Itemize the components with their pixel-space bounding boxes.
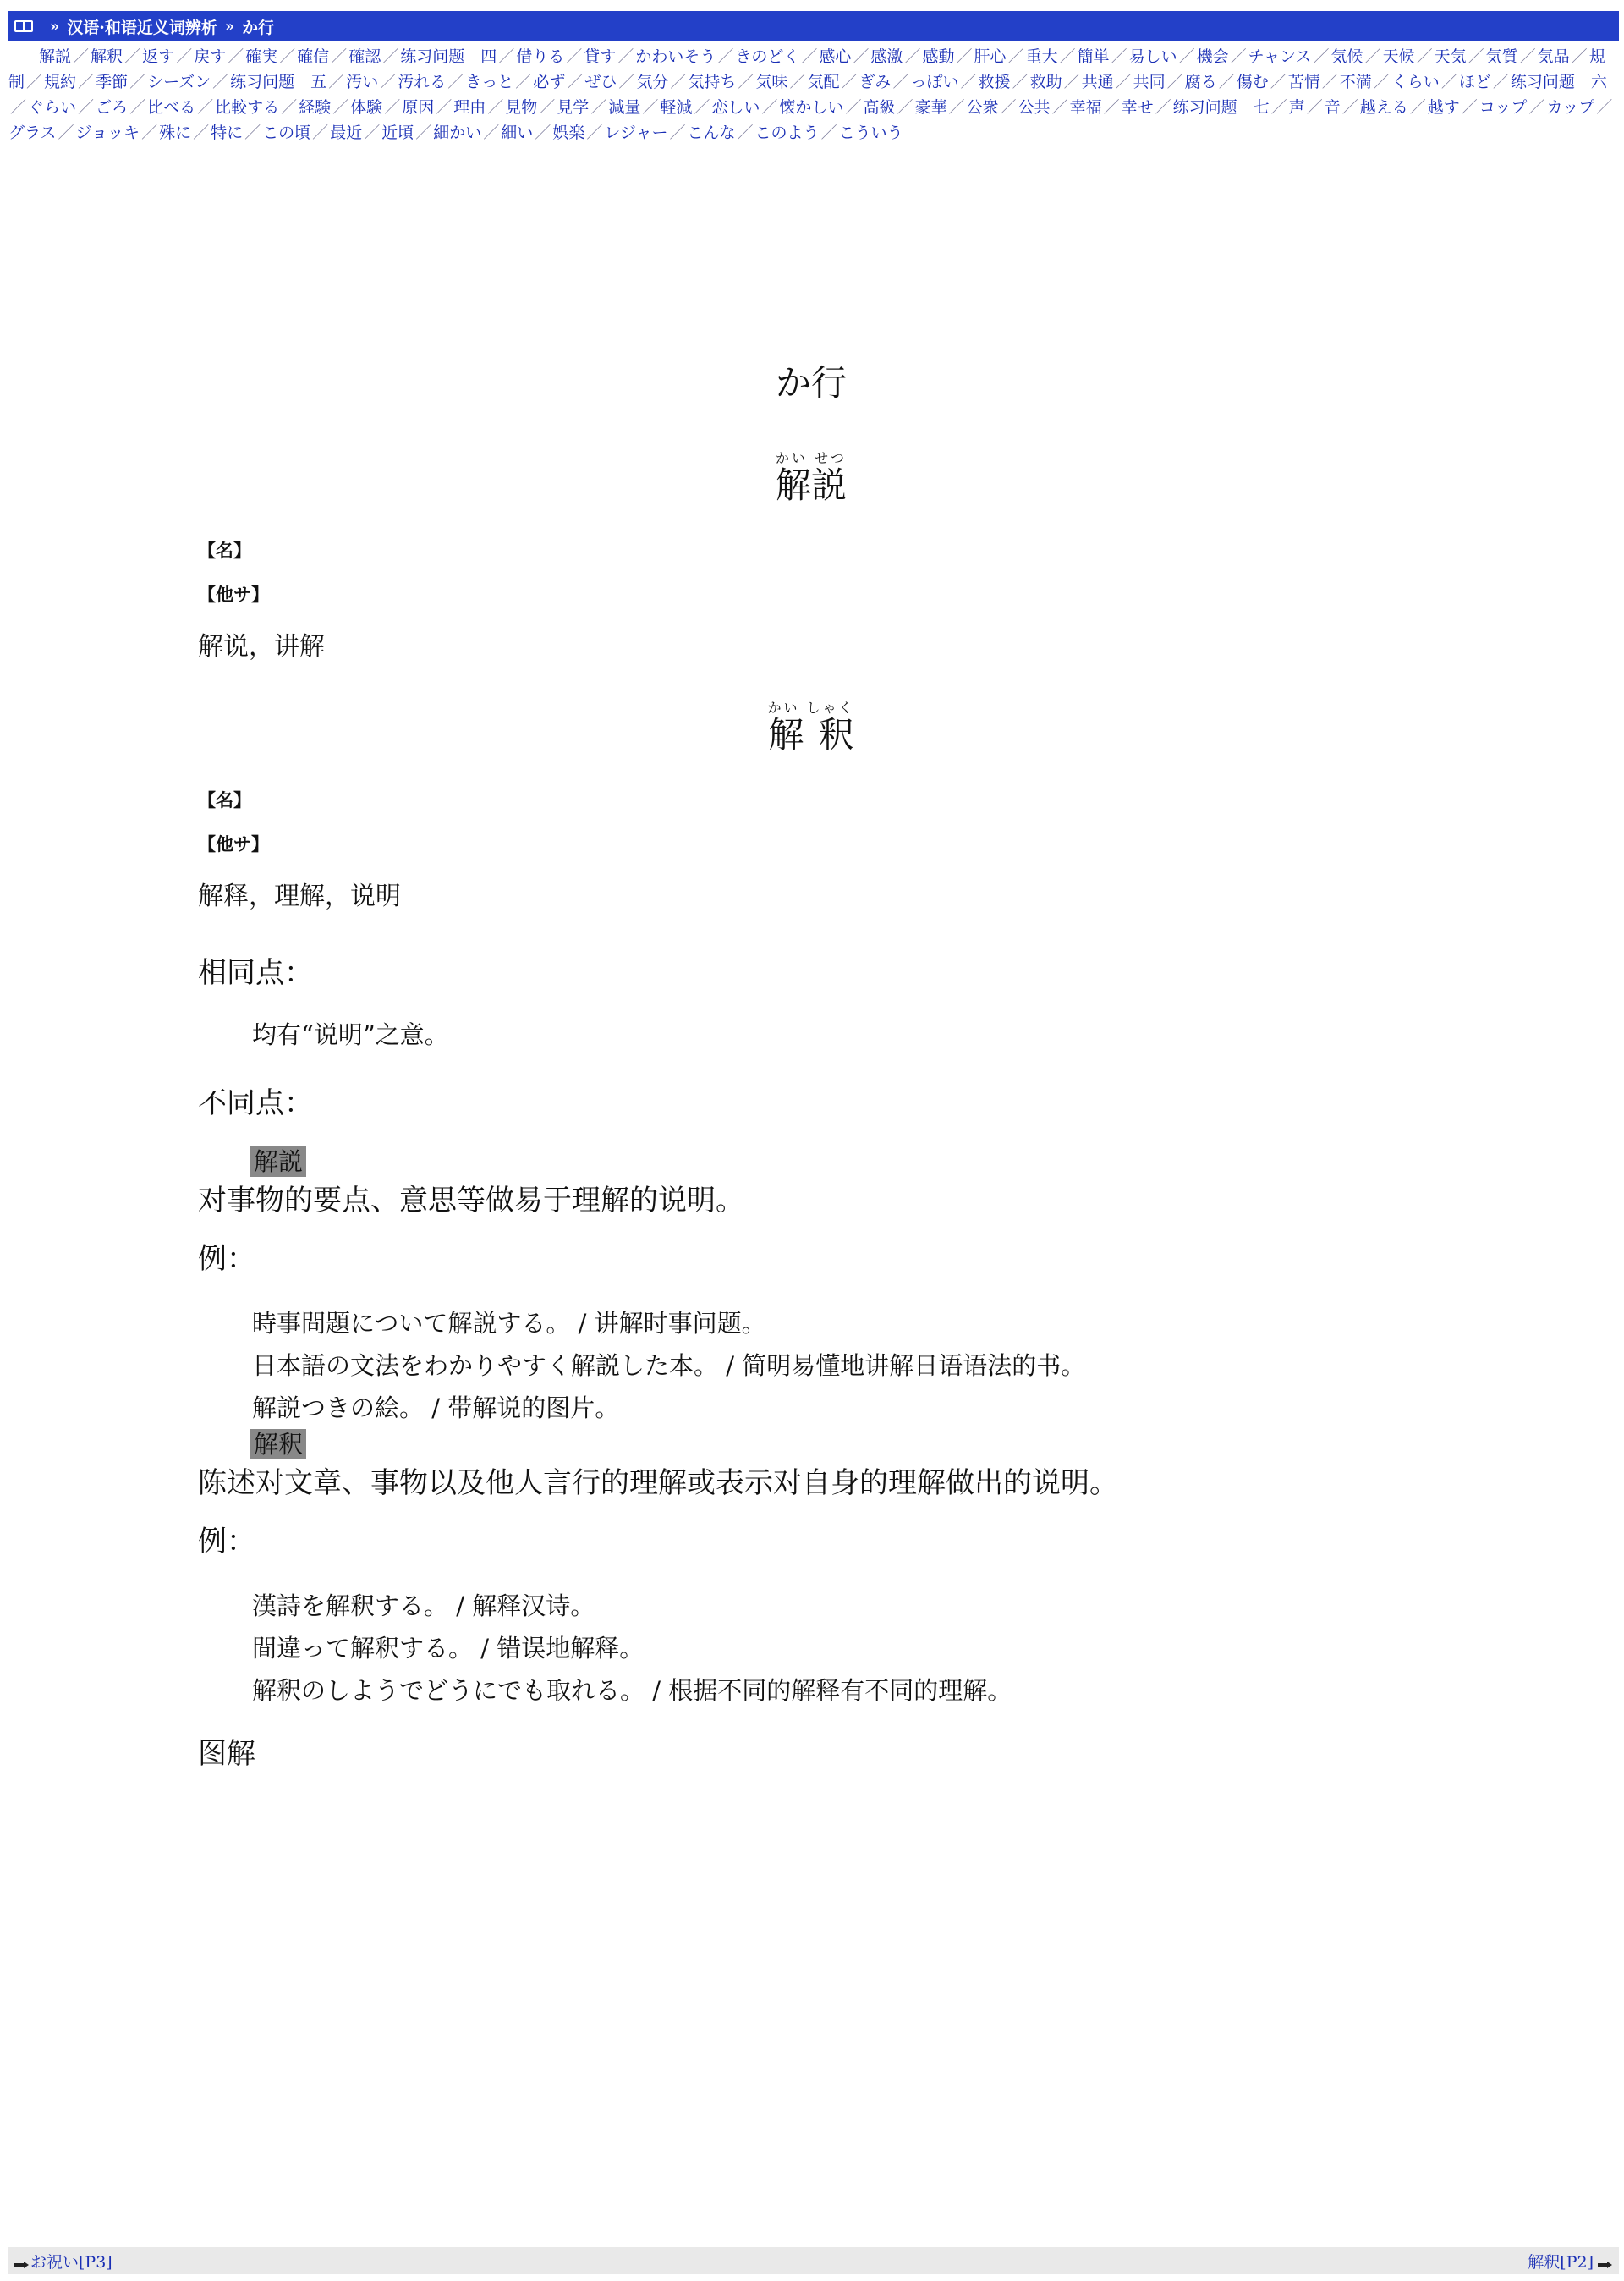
example-sentence: 解説つきの絵。 / 带解说的图片。 [252,1393,620,1422]
nav-separator: ／ [1270,98,1287,117]
nav-separator: ／ [820,124,837,142]
nav-word-link[interactable]: 比べる [147,98,196,117]
nav-separator: ／ [447,73,464,91]
nav-separator: ／ [1178,47,1195,66]
nav-word-link[interactable]: 必ず [533,73,566,91]
nav-word-link[interactable]: 感激 [870,47,903,66]
nav-separator: ／ [332,98,349,117]
nav-word-link[interactable]: 細い [501,124,534,142]
nav-word-link[interactable]: きっと [465,73,514,91]
part-of-speech-tag: 【他サ】 [198,584,269,605]
nav-separator: ／ [539,98,556,117]
nav-word-link[interactable]: 高級 [863,98,896,117]
nav-word-link[interactable]: 幸せ [1121,98,1154,117]
nav-word-link[interactable]: ぐらい [28,98,77,117]
nav-separator: ／ [1364,47,1381,66]
nav-word-link[interactable]: ジョッキ [75,124,140,142]
nav-separator: ／ [498,47,515,66]
nav-word-link[interactable]: 気配 [807,73,840,91]
nav-separator: ／ [415,124,432,142]
nav-separator: ／ [717,47,734,66]
nav-word-link[interactable]: 確信 [297,47,330,66]
nav-word-link[interactable]: 练习问题 五 [230,73,327,91]
nav-separator: ／ [1115,73,1132,91]
nav-separator: ／ [176,47,193,66]
headword-2 [198,700,1424,758]
page-title: か行 [775,362,847,404]
nav-word-link[interactable]: 练习问题 六 [1510,73,1607,91]
example-list [198,1302,1424,1429]
nav-word-link[interactable]: 练习问题 四 [400,47,497,66]
nav-separator: ／ [642,98,659,117]
nav-word-link[interactable]: 公衆 [966,98,999,117]
nav-separator: ／ [1528,98,1545,117]
nav-word-link[interactable]: 幸福 [1069,98,1102,117]
nav-separator: ／ [73,47,90,66]
nav-word-link[interactable]: かわいそう [635,47,716,66]
headword-text: 解説 [775,464,848,506]
nav-separator: ／ [586,124,603,142]
nav-separator: ／ [738,73,754,91]
nav-word-link[interactable]: 最近 [330,124,363,142]
nav-separator: ／ [670,73,687,91]
example-sentence: 解釈のしようでどうにでも取れる。 / 根据不同的解释有不同的理解。 [252,1676,1012,1705]
nav-word-link[interactable]: 規制 [8,47,1605,91]
nav-word-link[interactable]: 恋しい [711,98,760,117]
nav-separator: ／ [129,98,146,117]
nav-separator: ／ [1155,98,1171,117]
entry-meaning: 解说，讲解 [198,632,325,662]
nav-word-link[interactable]: 減量 [608,98,641,117]
nav-word-link[interactable]: 共同 [1133,73,1166,91]
nav-word-link[interactable]: くらい [1391,73,1440,91]
nav-word-link[interactable]: 重大 [1025,47,1058,66]
part-of-speech-tag: 【他サ】 [198,833,269,855]
nav-separator: ／ [331,47,348,66]
next-page-label: 解釈[P2] [1528,2252,1594,2272]
nav-word-link[interactable]: ぜひ [584,73,617,91]
nav-word-link[interactable]: 感心 [819,47,852,66]
nav-separator: ／ [279,47,296,66]
nav-word-link[interactable]: 越す [1427,98,1460,117]
nav-word-link[interactable]: 特に [211,124,244,142]
nav-word-link[interactable]: 汚い [346,73,379,91]
nav-word-link[interactable]: 娯楽 [552,124,585,142]
headword-reading: かい せつ [775,450,848,466]
nav-separator: ／ [960,73,977,91]
nav-word-link[interactable]: 確認 [348,47,381,66]
nav-word-link[interactable]: 音 [1324,98,1341,117]
nav-separator: ／ [801,47,818,66]
nav-word-link[interactable]: 気品 [1537,47,1570,66]
nav-word-link[interactable]: 腐る [1184,73,1217,91]
example-sentence: 漢詩を解釈する。 / 解释汉诗。 [252,1591,595,1620]
nav-word-link[interactable]: 感動 [922,47,955,66]
nav-separator: ／ [1409,98,1426,117]
nav-separator: ／ [58,124,74,142]
prev-page-label: お祝い[P3] [30,2252,112,2272]
nav-word-link[interactable]: このよう [754,124,820,142]
nav-word-link[interactable]: 天気 [1434,47,1467,66]
part-of-speech-tag: 【名】 [198,540,251,561]
nav-separator: ／ [1373,73,1390,91]
nav-separator: ／ [535,124,551,142]
nav-word-link[interactable]: 懐かしい [779,98,844,117]
nav-separator: ／ [892,73,909,91]
nav-word-link[interactable]: 戻す [194,47,227,66]
nav-word-link[interactable]: 経験 [299,98,332,117]
nav-separator: ／ [141,124,158,142]
nav-word-link[interactable]: 苦情 [1287,73,1320,91]
nav-word-link[interactable]: コップ [1479,98,1528,117]
nav-word-link[interactable]: 季節 [96,73,129,91]
nav-separator: ／ [1051,98,1068,117]
nav-separator: ／ [328,73,345,91]
nav-word-link[interactable]: 気質 [1485,47,1518,66]
word-label-badge: 解釈 [250,1429,306,1459]
nav-word-link[interactable]: 気分 [636,73,669,91]
nav-separator: ／ [669,124,686,142]
nav-separator: ／ [10,98,27,117]
hand-pointer-icon [14,2256,30,2266]
nav-word-link[interactable]: 声 [1288,98,1305,117]
example-heading: 例： [198,1242,255,1276]
nav-word-link[interactable]: 機会 [1196,47,1229,66]
nav-separator: ／ [694,98,710,117]
nav-word-link[interactable]: 易しい [1128,47,1177,66]
next-page-link[interactable] [1528,2250,1614,2273]
nav-word-link[interactable]: こんな [687,124,736,142]
nav-word-link[interactable]: 练习问题 七 [1172,98,1270,117]
headword-1 [198,450,1424,508]
nav-word-link[interactable]: 借りる [516,47,565,66]
nav-word-link[interactable]: 公共 [1018,98,1051,117]
nav-separator: ／ [1306,98,1323,117]
nav-word-link[interactable]: 原因 [402,98,435,117]
entry-meaning: 解释，理解，说明 [198,882,401,911]
nav-separator: ／ [312,124,329,142]
nav-word-link[interactable]: チャンス [1248,47,1312,66]
nav-separator: ／ [567,73,584,91]
nav-separator: ／ [1230,47,1247,66]
nav-word-link[interactable]: カップ [1546,98,1595,117]
nav-separator: ／ [566,47,583,66]
nav-separator: ／ [737,124,754,142]
breadcrumb-bar [8,11,1619,41]
nav-word-link[interactable]: 軽減 [660,98,693,117]
nav-word-link[interactable]: 不満 [1339,73,1372,91]
nav-separator: ／ [1111,47,1127,66]
nav-word-link[interactable]: 傷む [1236,73,1269,91]
nav-word-link[interactable]: この頃 [262,124,311,142]
nav-separator: ／ [380,73,397,91]
nav-separator: ／ [904,47,921,66]
nav-separator: ／ [436,98,453,117]
example-sentence: 時事問題について解説する。 / 讲解时事问题。 [252,1309,766,1338]
nav-separator: ／ [1492,73,1509,91]
example-heading: 例： [198,1525,255,1558]
nav-separator: ／ [129,73,146,91]
nav-separator: ／ [845,98,862,117]
difference-heading: 不同点： [198,1086,313,1120]
nav-separator: ／ [78,98,95,117]
nav-word-link[interactable]: 見学 [557,98,590,117]
nav-separator: ／ [364,124,381,142]
nav-word-link[interactable]: 越える [1359,98,1408,117]
nav-word-link[interactable]: レジャー [604,124,668,142]
nav-word-link[interactable]: 比較する [215,98,280,117]
main-content [198,355,1424,1772]
nav-separator: ／ [487,98,504,117]
difference-definition: 对事物的要点、意思等做易于理解的说明。 [198,1184,744,1217]
nav-separator: ／ [1468,47,1484,66]
example-list [198,1585,1424,1712]
breadcrumb-book-link[interactable]: 汉语·和语近义词辨析 [67,18,217,37]
nav-separator: ／ [789,73,806,91]
nav-word-link[interactable]: 細かい [433,124,482,142]
nav-separator: ／ [1596,98,1613,117]
nav-separator: ／ [515,73,532,91]
breadcrumb-separator: » [50,17,60,36]
nav-separator: ／ [618,73,635,91]
nav-separator: ／ [1166,73,1183,91]
book-icon[interactable] [14,19,34,34]
nav-word-link[interactable]: 体験 [350,98,383,117]
nav-separator: ／ [228,47,244,66]
nav-word-link[interactable]: 規約 [44,73,77,91]
nav-word-link[interactable]: 救援 [978,73,1011,91]
nav-word-link[interactable]: 殊に [159,124,192,142]
nav-separator: ／ [1519,47,1536,66]
nav-word-link[interactable]: ぎみ [859,73,892,91]
nav-word-link[interactable]: ごろ [96,98,129,117]
word-navigation-list [8,44,1619,146]
nav-separator: ／ [1012,73,1029,91]
nav-word-link[interactable]: 貸す [584,47,617,66]
nav-separator: ／ [1461,98,1478,117]
nav-separator: ／ [197,98,214,117]
nav-separator: ／ [956,47,973,66]
breadcrumb-current[interactable]: か行 [242,18,275,37]
nav-word-link[interactable]: 共通 [1081,73,1114,91]
nav-separator: ／ [124,47,141,66]
example-sentence: 日本語の文法をわかりやすく解説した本。 / 简明易懂地讲解日语语法的书。 [252,1351,1086,1380]
nav-word-link[interactable]: 肝心 [974,47,1007,66]
nav-separator: ／ [1218,73,1235,91]
nav-word-link[interactable]: 見物 [505,98,538,117]
nav-separator: ／ [382,47,399,66]
nav-word-link[interactable]: 汚れる [398,73,447,91]
nav-word-link[interactable]: 天候 [1382,47,1415,66]
nav-separator: ／ [948,98,965,117]
nav-word-link[interactable]: きのどく [735,47,800,66]
nav-separator: ／ [1270,73,1287,91]
nav-separator: ／ [841,73,858,91]
nav-word-link[interactable]: 気候 [1330,47,1363,66]
example-sentence: 間違って解釈する。 / 错误地解释。 [252,1634,645,1663]
nav-separator: ／ [761,98,778,117]
prev-page-link[interactable] [14,2250,112,2273]
nav-separator: ／ [617,47,634,66]
word-label-badge: 解説 [250,1146,306,1177]
nav-word-link[interactable]: ほど [1458,73,1491,91]
nav-separator: ／ [1000,98,1017,117]
nav-word-link[interactable]: 気味 [755,73,788,91]
nav-word-link[interactable]: こういう [838,124,903,142]
difference-block-1 [198,1146,1424,1429]
nav-word-link[interactable]: 豪華 [914,98,947,117]
difference-block-2 [198,1429,1424,1712]
nav-separator: ／ [26,73,43,91]
nav-word-link[interactable]: 返す [142,47,175,66]
nav-word-link[interactable]: 近頃 [381,124,414,142]
nav-separator: ／ [1063,73,1080,91]
nav-separator: ／ [483,124,500,142]
hand-pointer-icon [1597,2256,1614,2266]
nav-separator: ／ [1059,47,1076,66]
nav-separator: ／ [1313,47,1330,66]
headword-ruby [767,700,855,756]
similarity-text: 均有“说明”之意。 [252,1020,449,1049]
nav-word-link[interactable]: 簡単 [1077,47,1110,66]
nav-separator: ／ [78,73,95,91]
nav-separator: ／ [1341,98,1358,117]
nav-separator: ／ [212,73,229,91]
nav-word-link[interactable]: 救助 [1029,73,1062,91]
nav-word-link[interactable]: 解釈 [91,47,123,66]
nav-separator: ／ [384,98,401,117]
breadcrumb-separator: » [224,17,235,36]
nav-separator: ／ [1103,98,1120,117]
headword-ruby [775,450,848,506]
footer-nav-bar [8,2247,1619,2274]
nav-separator: ／ [897,98,914,117]
diagram-heading: 图解 [198,1737,255,1771]
nav-word-link[interactable]: シーズン [147,73,211,91]
nav-separator: ／ [281,98,298,117]
nav-separator: ／ [193,124,210,142]
nav-separator: ／ [590,98,607,117]
nav-word-link[interactable]: 解説 [39,47,72,66]
nav-word-link[interactable]: 気持ち [688,73,737,91]
nav-separator: ／ [853,47,870,66]
nav-separator: ／ [244,124,261,142]
part-of-speech-tag: 【名】 [198,789,251,811]
nav-word-link[interactable]: グラス [8,124,57,142]
difference-definition: 陈述对文章、事物以及他人言行的理解或表示对自身的理解做出的说明。 [198,1466,1118,1500]
nav-separator: ／ [1321,73,1338,91]
nav-separator: ／ [1440,73,1457,91]
similarity-heading: 相同点： [198,956,313,990]
headword-reading: かい しゃく [767,700,855,716]
headword-text: 解 釈 [767,714,855,756]
nav-separator: ／ [1571,47,1588,66]
nav-word-link[interactable]: 確実 [245,47,278,66]
nav-word-link[interactable]: っぽい [910,73,959,91]
nav-separator: ／ [1416,47,1433,66]
nav-word-link[interactable]: 理由 [453,98,486,117]
nav-separator: ／ [1007,47,1024,66]
